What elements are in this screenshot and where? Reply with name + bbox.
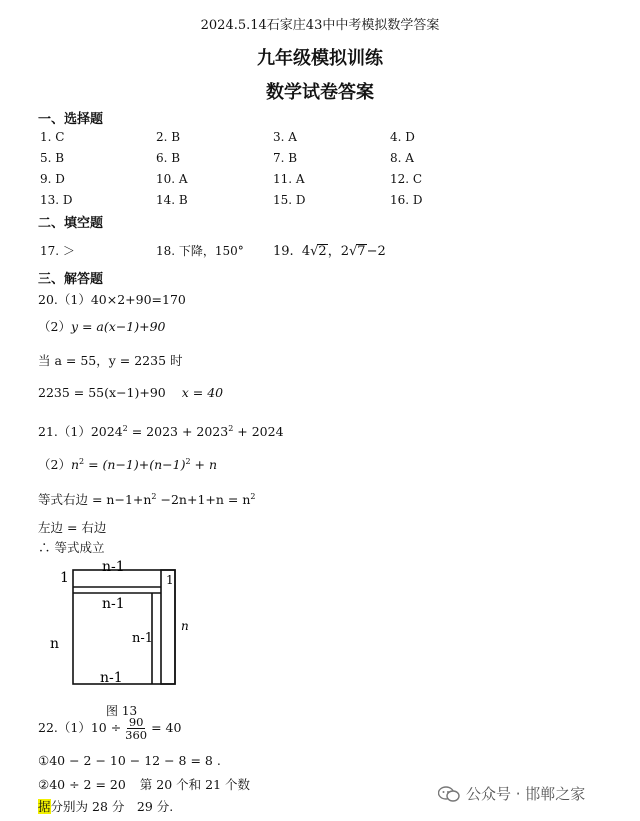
answer-10: 10. A	[156, 172, 188, 186]
label-one-right: 1	[166, 573, 174, 587]
q21-line3-sup: 2	[151, 491, 157, 501]
fill-q17: 17. ＞	[40, 244, 75, 258]
watermark	[438, 783, 585, 804]
answer-7: 7. B	[273, 151, 298, 165]
fill-q19	[273, 240, 386, 259]
label-left-n: n	[50, 636, 60, 652]
label-inner-top-n-1: n-1	[102, 596, 125, 612]
answer-5: 5. B	[40, 151, 65, 165]
label-one-left: 1	[60, 570, 69, 586]
q21-line1-tail: + 2024	[233, 424, 284, 439]
q22-line1-tail: = 40	[151, 720, 182, 736]
q19-sep: ，	[327, 244, 341, 259]
q22-line1	[38, 716, 181, 741]
section-fill: 二、填空题	[38, 216, 104, 231]
q22-line4	[38, 797, 173, 815]
q22-fraction-den: 360	[125, 728, 148, 743]
q20-line2-label: （2）	[38, 319, 71, 334]
label-n-right: n	[181, 619, 189, 633]
section-solve: 三、解答题	[38, 272, 104, 287]
q20-line2-expr: y = a(x−1)+90	[70, 319, 166, 334]
q22-highlighted-char: 据	[38, 799, 51, 814]
answer-16: 16. D	[390, 193, 423, 207]
answer-11: 11. A	[273, 172, 305, 186]
q19-a-radicand: 2	[318, 244, 327, 259]
title-grade: 九年级模拟训练	[257, 48, 383, 69]
q22-line3	[38, 775, 250, 793]
watermark-text: 公众号 · 邯郸之家	[466, 785, 586, 803]
q21-line2-a: n	[70, 457, 80, 472]
q20-line4	[38, 385, 223, 400]
fill-q18: 18. 下降，150°	[156, 244, 244, 258]
q21-line3	[38, 490, 255, 508]
answer-12: 12. C	[390, 172, 423, 186]
q20-line4-expr: 2235 = 55(x−1)+90	[38, 385, 166, 400]
q21-line4: 左边 = 右边	[38, 520, 107, 535]
q21-line1-sup: 2	[122, 423, 128, 433]
section-choice: 一、选择题	[38, 112, 104, 127]
q21-line3-a: 等式右边 = n−1+n	[38, 492, 152, 507]
figure-13	[40, 556, 210, 716]
label-bottom-n-1: n-1	[100, 670, 123, 686]
q20-line3: 当 a = 55，y = 2235 时	[38, 353, 183, 368]
header-line: 2024.5.14石家庄43中中考模拟数学答案	[200, 18, 440, 33]
q21-line1-label: 21.（1）2024	[38, 424, 123, 439]
right-strip	[161, 570, 175, 684]
q19-a-radical-sign: √	[310, 244, 319, 259]
q21-line3-sup2: 2	[250, 491, 256, 501]
q22-line3-a: ②40 ÷ 2 = 20	[38, 777, 126, 792]
q21-line2-sup: 2	[79, 456, 85, 466]
q21-line2-label: （2）	[38, 457, 71, 472]
q21-line1	[38, 422, 284, 440]
q21-line2-sup2: 2	[185, 456, 191, 466]
answer-9: 9. D	[40, 172, 65, 186]
answer-4: 4. D	[390, 130, 415, 144]
q21-line5: ∴ 等式成立	[38, 540, 105, 555]
label-top-n-1: n-1	[102, 559, 125, 575]
answer-2: 2. B	[156, 130, 181, 144]
q22-fraction-num: 90	[128, 715, 144, 729]
title-answers: 数学试卷答案	[266, 82, 374, 103]
answer-8: 8. A	[390, 151, 414, 165]
q19-b-radicand: 7	[357, 244, 366, 259]
q20-line2	[38, 317, 166, 335]
q20-line4-sol: x = 40	[181, 385, 224, 400]
q19-label: 19.	[273, 244, 294, 259]
answer-6: 6. B	[156, 151, 181, 165]
q22-line1-label: 22.（1）10 ÷	[38, 720, 122, 736]
figure-lines	[73, 570, 175, 684]
q20-line1: 20.（1）40×2+90=170	[38, 292, 186, 307]
answer-3: 3. A	[273, 130, 297, 144]
wechat-icon	[438, 785, 460, 803]
label-inner-right-n-1: n-1	[132, 631, 154, 646]
q21-line1-sup2: 2	[228, 423, 234, 433]
answer-14: 14. B	[156, 193, 188, 207]
q21-line2-c: + n	[190, 457, 218, 472]
q19-b-coef: 2	[340, 244, 349, 259]
q22-line3-b: 第 20 个和 21 个数	[139, 777, 251, 792]
q19-b-tail: −2	[366, 244, 386, 259]
figure-caption: 图 13	[106, 704, 138, 718]
q21-line2-b: = (n−1)+(n−1)	[84, 457, 186, 472]
q21-line2	[38, 455, 217, 473]
q19-b-radical-sign: √	[348, 244, 358, 259]
answer-1: 1. C	[40, 130, 65, 144]
q22-line2: ①40 − 2 − 10 − 12 − 8 = 8 .	[38, 753, 221, 768]
answer-13: 13. D	[40, 193, 73, 207]
answer-15: 15. D	[273, 193, 306, 207]
q19-a-coef: 4	[301, 244, 311, 259]
q21-line1-mid: = 2023 + 2023	[127, 424, 229, 439]
q22-line4-rest: 分别为 28 分 29 分.	[50, 799, 174, 814]
q21-line3-b: −2n+1+n = n	[156, 492, 251, 507]
q22-fraction	[125, 716, 147, 741]
